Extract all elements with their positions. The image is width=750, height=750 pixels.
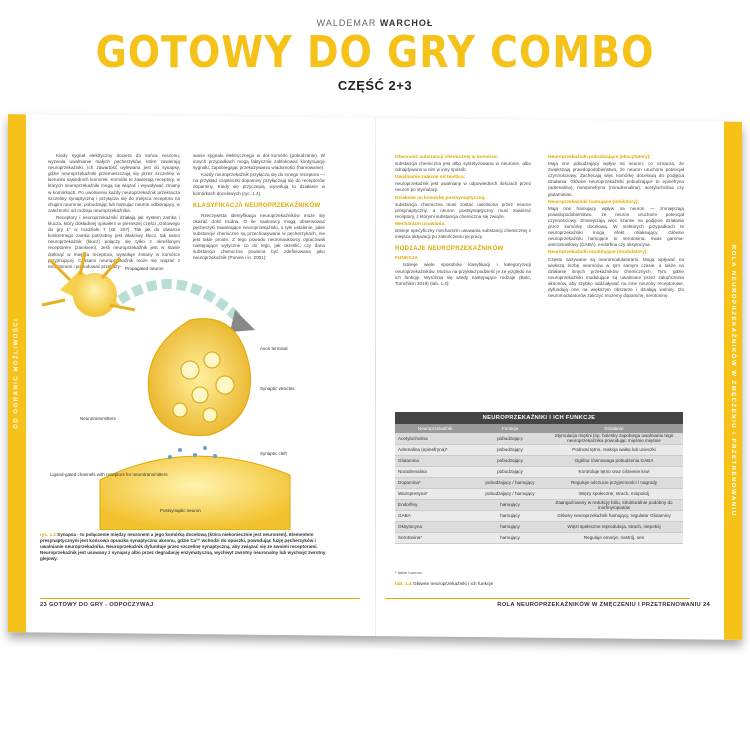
table-row <box>395 466 683 477</box>
table-cell: Stymulacja mięśni (np. bolesky zapobiega uwalnianiu tego neuroprzekaźnika powodując mięśnie mięśnie <box>545 433 683 444</box>
left-side-strip <box>8 114 26 632</box>
label-neurotransmitters: Neurotransmitters <box>80 416 116 421</box>
table-cell: pobudzający / hamujący <box>475 488 545 499</box>
label-synaptic-vesicles: Synaptic vesicles <box>260 386 295 391</box>
table-row <box>395 532 683 543</box>
paragraph: Mają one pobudzający wpływ na neuron, co oznacza, że zwiększają prawdopodobieństwo, że neuron uruchomi potencjał czynnościowy. Zachęcają więc komórkę docelową do podjęcia działania. Główne neuroprzekaźniki pobudzające to epinefryna (adrenalina), norepinefryna (noradrenalina), acetylocholina czy glutaminian. <box>548 161 684 197</box>
table-cell: Noradrenalina <box>395 466 475 477</box>
paragraph: Kiedy sygnał elektryczny dociera do końca neuronu, wyzwala uwalnianie małych pęcherzyków, które zawierają neuroprzekaźniki. Ich zawartość wylewana jest do synapsy, gdzie neuroprzekaźniki przemieszczają się przez szczelinę w kierunku sąsiednich komórek. Komórki te zawierają receptory, w których neuroprzekaźniki mogą się wiązać i wywoływać zmiany w komórkach. Po uwolnieniu każdy neuroprzekaźnik przekracza szczeliny synaptyczną i przyłącza się do miejsca receptora na drugim neuronie, pobudzając lub hamując neuron odbierający, w zależności od rodzaju neuroprzekaźnika. <box>48 153 180 213</box>
criterion-heading: Obecność substancji chemicznej w komórce: <box>395 155 499 160</box>
label-synaptic-cleft: Synaptic cleft <box>260 451 287 456</box>
table-caption <box>395 582 493 587</box>
paragraph: Rzeczywista identyfikacja neuroprzekaźników może się okazać dość trudna. O ile naukowcy mogą obserwować pęcherzyki zawierające neuroprzekaźniki, o tyle ustalenie, jakie substancje chemiczne są przechowywane w pęcherzykach, nie jest takie proste. Z tego powodu neuronaukowcy opracowali następujące wytyczne co do tego, jak określić, czy dana substancja chemiczna powinna być zdefiniowana jako neuroprzekaźnik (Purves i in. 2001): <box>193 212 325 261</box>
paragraph: substancja chemiczna musi zostać uwolniona przez neuron presynaptyczny, a neuron postsynaptyczny musi zawierać receptory, z którymi substancja chemiczna się zwiąże. <box>395 201 531 219</box>
paragraph: Mają one hamujący wpływ na neuron — zmniejszają prawdopodobieństwo, że neuron uruchomi potencjał czynnościowy. Zmniejszają więc szanse na podjęcie działania przez komórkę docelową. W niektórych przypadkach te neuroprzekaźniki mogą efekt relaksujący. Główne neuroprzekaźniki hamujące to serotonina, kwas gamma-aminomasłowy (GABA), endorfina czy oksytocyna. <box>548 205 684 248</box>
table-row <box>395 521 683 532</box>
right-side-strip <box>724 122 742 640</box>
left-page-footer: 23 GOTOWY DO GRY - ODPOCZYWAJ <box>40 602 154 608</box>
table-cell: Więzi społeczne reprodukcja, strach, niepokój <box>545 521 683 532</box>
right-column-2 <box>548 153 684 300</box>
table-row <box>395 444 683 455</box>
table-cell: GABA <box>395 510 475 521</box>
table-cell: Reguluje odczucie przyjemności / nagrody <box>545 477 683 488</box>
left-column-2 <box>193 153 325 263</box>
table-cell: Zaangażowany w redukcję bólu, strukturalnie podobny do morfiny/opiatów <box>545 499 683 510</box>
criterion-heading: Mechanizm usuwania: <box>395 221 446 227</box>
type-heading: Neuroprzekaźniki pobudzające (ekscytatory): <box>548 155 651 160</box>
table-cell: Acetylocholina <box>395 433 475 444</box>
paragraph: wanie sygnału elektrycznego w dół komórki (pobudzanie). W innych przypadkach mogą faktycznie zablokować kontynuację sygnału, zapobiegając przekazywaniu wiadomości (hamowanie). <box>193 153 325 171</box>
label-postsynaptic-neuron: Postsynaptic neuron <box>160 508 201 513</box>
table-row <box>395 499 683 510</box>
table-cell: Wazopresyna* <box>395 488 475 499</box>
postsynaptic-neuron <box>100 456 290 530</box>
author-first-name: WALDEMAR <box>316 18 377 28</box>
table-header: Neuroprzekaźnik <box>395 424 475 433</box>
paragraph: substancja chemiczna jest albo syntetyzowana w neuronie, albo odnajdywana w nim w inny sposób. <box>395 161 531 173</box>
label-propagated-neuron: Propagated neuron <box>125 266 164 271</box>
book-spine <box>375 118 376 636</box>
table-cell: hamujący <box>475 532 545 543</box>
table-cell: Główny neuroprzekaźnik hamujący, regulator Glutaminy <box>545 510 683 521</box>
subsection-heading-function: FUNKCJA <box>395 256 418 262</box>
book-subtitle: CZĘŚĆ 2+3 <box>337 78 413 93</box>
left-footer-rule <box>40 598 360 599</box>
table-cell: Oksytocyna <box>395 521 475 532</box>
right-footer-rule <box>385 598 690 599</box>
table-cell: pobudzający <box>475 455 545 466</box>
criterion-heading: Uwalnianie zależne od bodźca: <box>395 175 466 181</box>
paragraph: istnieje specyficzny mechanizm usuwania substancji chemicznej z miejsca aktywacji po zakończeniu jej pracy. <box>395 228 531 240</box>
label-ligand-channels: Ligand-gated channels with receptors for neurotransmitters <box>50 472 168 477</box>
table-cell: pobudzający <box>475 444 545 455</box>
table-header: Funkcja <box>475 424 545 433</box>
paragraph: Każdy neuroprzekaźnik przyłącza się do innego receptora — na przykład cząsteczki dopaminy przyłączają się do receptorów dopaminy. Kiedy się przyczepią, wywołują to działanie w komórkach docelowych (ryc. 1.4). <box>193 172 325 196</box>
type-heading: Neuroprzekaźniki modulujące (modulatory): <box>548 250 648 256</box>
book-title: GOTOWY DO GRY COMBO <box>95 26 655 78</box>
section-heading-types: RODZAJE NEUROPRZEKAŹNIKÓW <box>395 246 504 253</box>
paragraph: neuroprzekaźnik jest uwalniany w odpowiednich ilościach przez neuron po stymulacji. <box>395 181 531 193</box>
table-header: Działanie <box>545 424 683 433</box>
paragraph: Istnieje wiele sposobów klasyfikacji i kategoryzacji neuroprzekaźników. Można na przykład podzielić je ze względu na ich funkcję. Wyróżnia się wtedy następujące rodzaje (Bolo, Tomchikm 2019) (tab. 1.4): <box>395 262 531 286</box>
presynaptic-neuron-cell <box>42 252 135 317</box>
left-strip-text: OD OGRANIC MOŻLIWOŚCI <box>14 317 21 429</box>
table-cell: Ogólna równowaga pobudzenia GABA <box>545 455 683 466</box>
figure-caption-label: ryc. 1.4 <box>40 532 56 537</box>
table-row <box>395 455 683 466</box>
figure-caption-text: Synapsa - to połączenie między neuronem a jego komórką docelową (która niekoniecznie jest neuronem). Elementem presynaptycznym jest końcowa opuszka synaptyczna aksonu, gdzie Ca²⁺ wchodzi do opuszki, powodując fuzję pęcherzyków i uwalnianie neuroprzekaźnika. Neuroprzekaźnik dyfunduje przez szczelinę synaptyczną, aby związać się ze swoimi receptorami. Neuroprzekaźnik jest usuwany z synapsy albo przez degradację enzymatyczną, wychwyt zwrotny neuronalny lub wychwyt zwrotny glejowy. <box>40 532 326 561</box>
signal-arrow <box>120 284 240 320</box>
right-column-1 <box>395 153 531 288</box>
author-last-name: WARCHOŁ <box>379 18 434 28</box>
figure-caption <box>40 532 340 562</box>
right-page-footer: ROLA NEUROPRZEKAŹNIKÓW W ZMĘCZENIU I PRZETRENOWANIU 24 <box>497 602 710 608</box>
table-row <box>395 510 683 521</box>
table-cell: Endorfiny <box>395 499 475 510</box>
table-title: NEUROPRZEKAŹNIKI I ICH FUNKCJE <box>395 412 683 424</box>
table-caption-label: tab. 1.4 <box>395 582 412 587</box>
section-heading-classification: KLASYFIKACJA NEUROPRZEKAŹNIKÓW <box>193 202 321 209</box>
table-cell: hamujący <box>475 521 545 532</box>
table-footnote: * także hormon <box>395 570 422 575</box>
criterion-heading: Działanie na komórkę postsynaptyczną: <box>395 195 486 201</box>
table-row <box>395 488 683 499</box>
table-cell: pobudzający <box>475 466 545 477</box>
paragraph: Receptory i neuroprzekaźniki działają jak system zamka i klucza, który dokładniej opisałem w pierwszej części „Gotowego do gry 1” w rozdziale 7 (str. 207). Tak jak do otwarcia konkretnego zamka potrzebny jest właściwy klucz, tak samo neuroprzekaźnik (klucz) połączy się tylko z określonym receptorem (zamkiem). Jeśli neuroprzekaźnik jest w stanie dotknąć w miejscu receptora, wywołuje zmiany w komórce przyjmującej. Czasami neuroprzekaźnik może się wiązać z receptorami i powodować przekazy- <box>48 214 180 269</box>
table-cell: hamujący <box>475 499 545 510</box>
axon-terminal <box>148 319 250 436</box>
table-cell: pobudzający / hamujący <box>475 477 545 488</box>
label-axon-terminal: Axon terminal <box>260 346 288 351</box>
paragraph: Często nazywane są neuromodulatorami. Mogą wpływać na większą liczbę neuronów w tym samym czasie, a także na działanie innych przekaźników chemicznych. Tym, gdzie neuroprzekaźniki modulujące są uwalniane przez zakończenia aksonów, aby szybko oddziaływać na inne neurony receptorowe, dyfundują one na większym obszarze i działają wolniej. Do neuromodulatorów zaliczyć możemy dopaminę, serotoninę. <box>548 256 684 299</box>
synapse-illustration <box>40 250 330 530</box>
table-cell: Dopamina* <box>395 477 475 488</box>
table-row <box>395 433 683 444</box>
table-cell: Adrenalina (epinefryna)* <box>395 444 475 455</box>
table-cell: Kontroluje tętno oraz ciśnienie krwi <box>545 466 683 477</box>
table-cell: Reguluje emocje, nastrój, sen <box>545 532 683 543</box>
table-row <box>395 477 683 488</box>
table-cell: pobudzający <box>475 433 545 444</box>
type-heading: Neuroprzekaźniki hamujące (inhibitory): <box>548 199 640 205</box>
neurotransmitter-table <box>395 424 683 544</box>
table-cell: Glutamina <box>395 455 475 466</box>
table-cell: Podnosi tętno, reakcja walka lub ucieczki <box>545 444 683 455</box>
table-cell: Serotonina* <box>395 532 475 543</box>
right-strip-text: ROLA NEUROPRZEKAŹNIKÓW W ZMĘCZENIU I PRZETRENOWANIU <box>730 244 737 517</box>
table-caption-text: Główne neuroprzekaźniki i ich funkcje <box>412 582 494 587</box>
table-cell: Więzy społeczne, strach, miopokój <box>545 488 683 499</box>
table-cell: hamujący <box>475 510 545 521</box>
